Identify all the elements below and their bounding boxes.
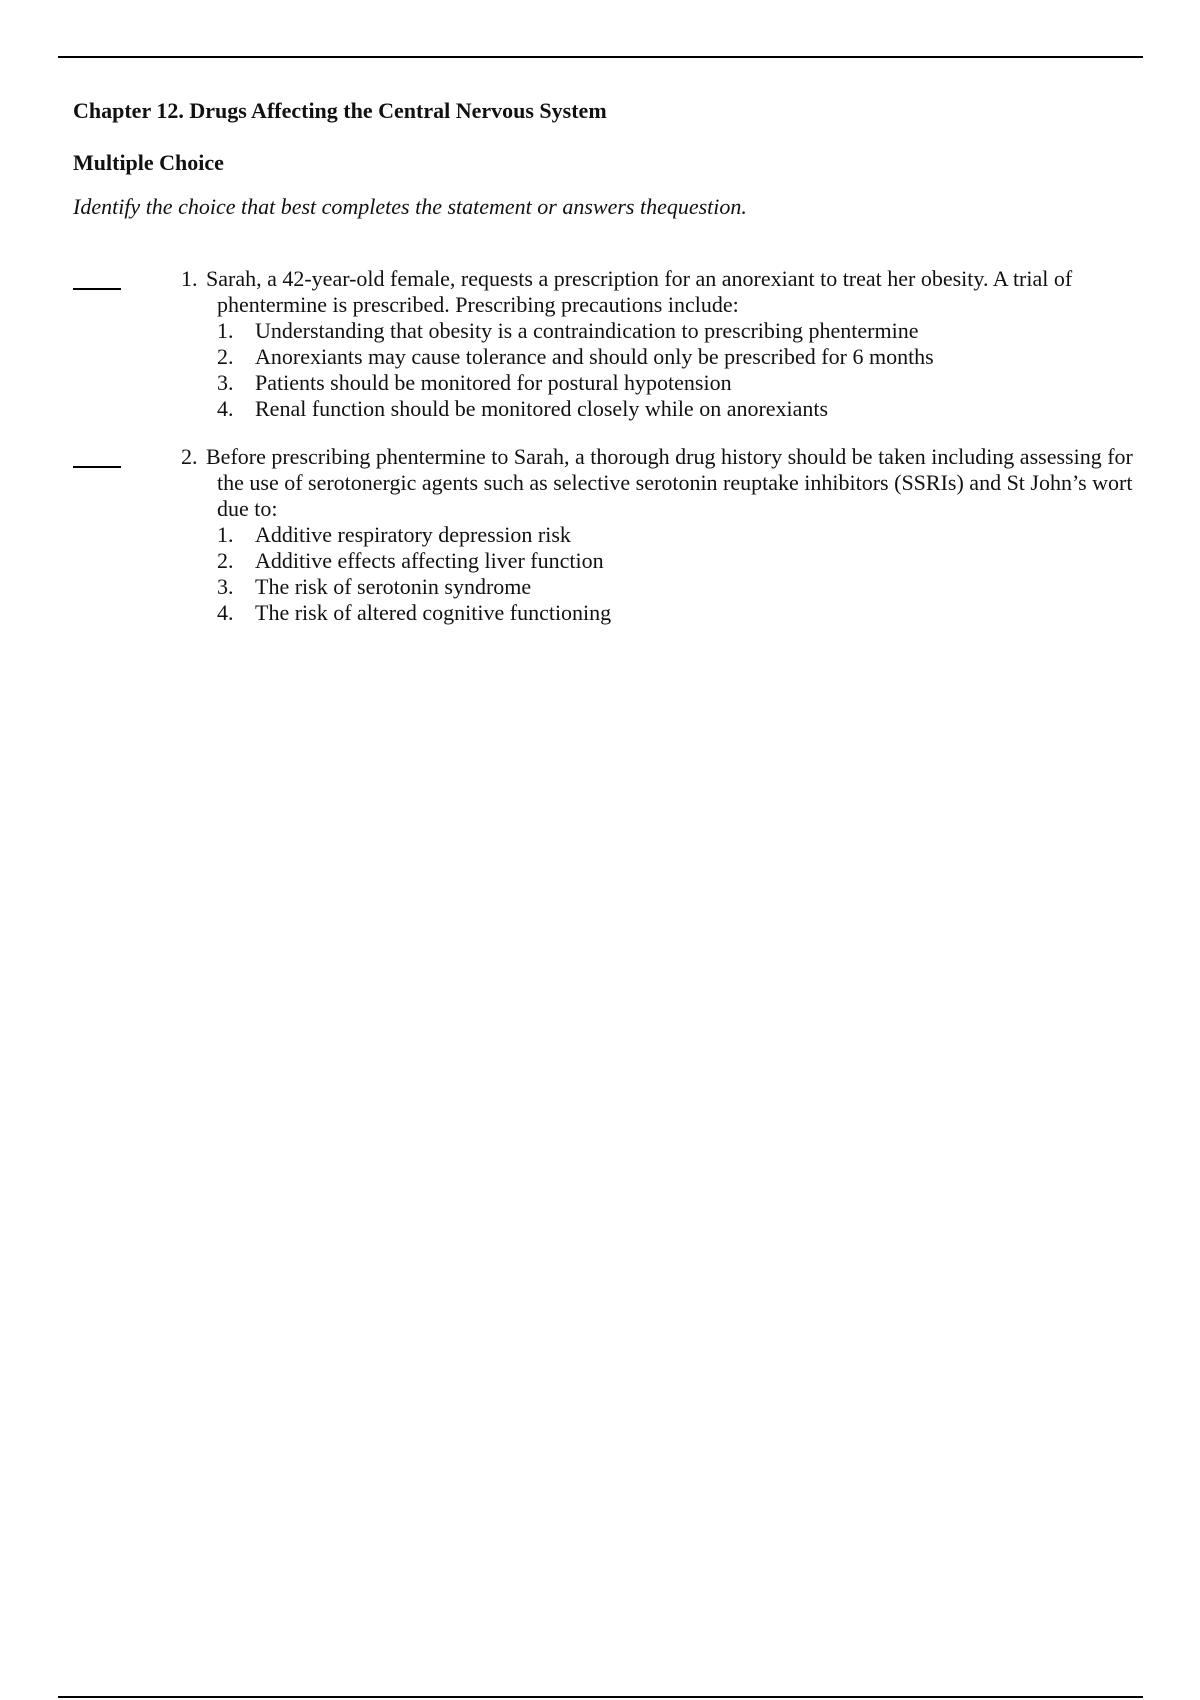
option-list <box>181 522 1143 626</box>
option-item <box>217 344 1143 370</box>
option-text: Anorexiants may cause tolerance and should only be prescribed for 6 months <box>255 344 934 369</box>
page-content <box>73 96 1143 626</box>
instructions: Identify the choice that best completes the statement or answers thequestion. <box>73 194 747 219</box>
answer-blank[interactable] <box>73 288 121 290</box>
option-text: Patients should be monitored for postural hypotension <box>255 370 732 395</box>
question-2 <box>73 444 1143 626</box>
option-text: Understanding that obesity is a contraindication to prescribing phentermine <box>255 318 919 343</box>
option-item <box>217 396 1143 422</box>
section-title: Multiple Choice <box>73 150 224 175</box>
chapter-title: Chapter 12. Drugs Affecting the Central Nervous System <box>73 98 607 123</box>
question-stem <box>181 444 1143 522</box>
option-number: 4. <box>217 396 234 421</box>
question-number: 2. <box>181 444 198 469</box>
option-number: 1. <box>217 318 234 343</box>
option-number: 1. <box>217 522 234 547</box>
option-number: 3. <box>217 574 234 599</box>
option-text: The risk of altered cognitive functioning <box>255 600 612 625</box>
option-text: Additive respiratory depression risk <box>255 522 571 547</box>
question-text: Before prescribing phentermine to Sarah, a thorough drug history should be taken including assessing for the use of serotonergic agents such as selective serotonin reuptake inhibitors (SSRIs) and St John’s wort due to: <box>206 444 1133 521</box>
question-number: 1. <box>181 266 198 291</box>
question-1 <box>73 266 1143 422</box>
option-text: Additive effects affecting liver function <box>255 548 604 573</box>
option-item <box>217 600 1143 626</box>
option-item <box>217 522 1143 548</box>
option-item <box>217 574 1143 600</box>
answer-blank[interactable] <box>73 466 121 468</box>
option-number: 2. <box>217 344 234 369</box>
question-stem <box>181 266 1143 318</box>
option-item <box>217 548 1143 574</box>
option-number: 2. <box>217 548 234 573</box>
option-text: The risk of serotonin syndrome <box>255 574 532 599</box>
option-item <box>217 370 1143 396</box>
option-item <box>217 318 1143 344</box>
option-number: 3. <box>217 370 234 395</box>
option-number: 4. <box>217 600 234 625</box>
option-list <box>181 318 1143 422</box>
question-text: Sarah, a 42-year-old female, requests a prescription for an anorexiant to treat her obesity. A trial of phentermine is prescribed. Prescribing precautions include: <box>206 266 1073 317</box>
option-text: Renal function should be monitored closely while on anorexiants <box>255 396 829 421</box>
bottom-rule <box>58 1696 1143 1698</box>
top-rule <box>58 56 1143 58</box>
